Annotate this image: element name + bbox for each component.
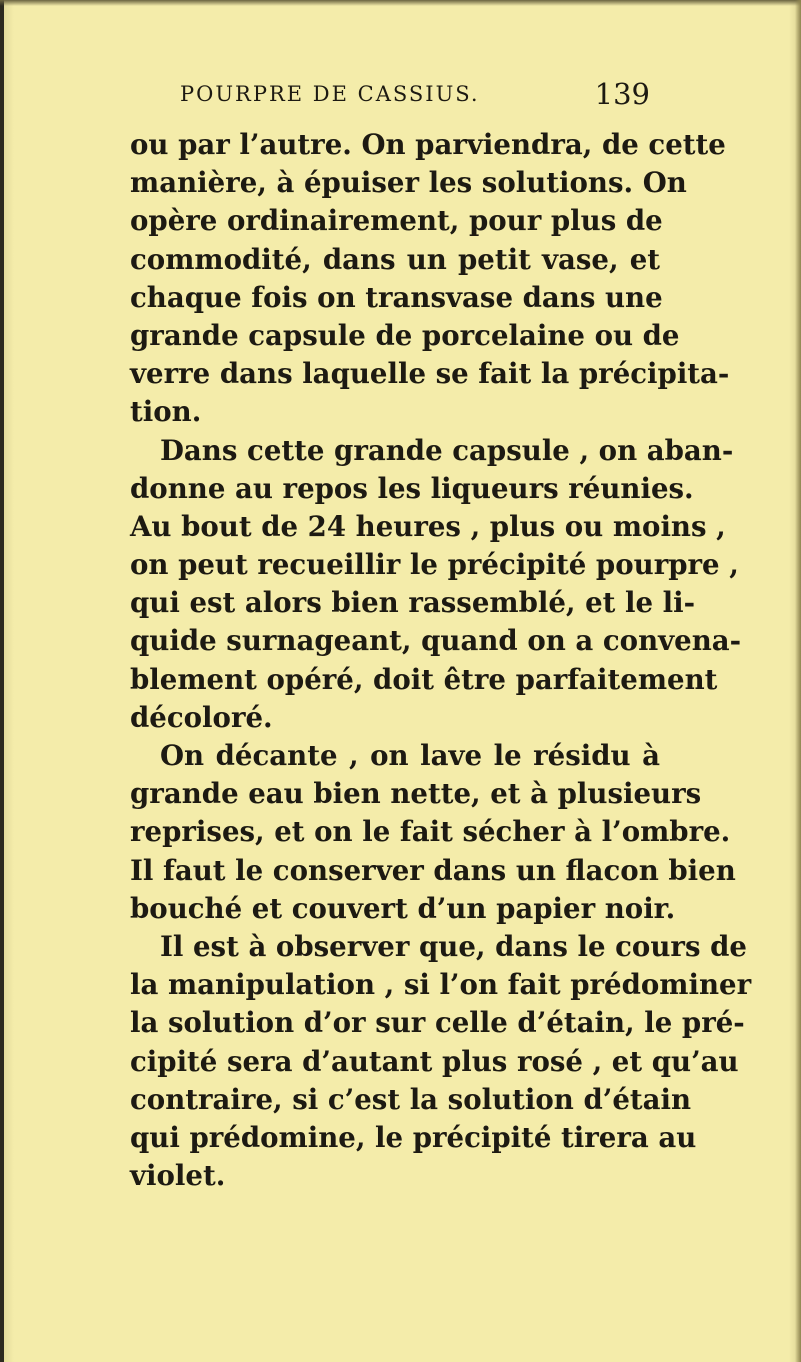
text-line: verre dans laquelle se fait la précipita- <box>130 357 730 391</box>
text-line: violet. <box>130 1159 226 1193</box>
text-line: tion. <box>130 395 202 429</box>
text-line: grande eau bien nette, et à plusieurs <box>130 777 702 811</box>
text-line: chaque fois on transvase dans une <box>130 280 663 314</box>
text-line: qui prédomine, le précipité tirera au <box>130 1120 697 1154</box>
text-line: on peut recueillir le précipité pourpre , <box>130 548 739 582</box>
text-line: commodité, dans un petit vase, et <box>130 242 660 276</box>
text-line: blement opéré, doit être parfaitement <box>130 662 718 696</box>
text-line: manière, à épuiser les solutions. On <box>130 166 687 200</box>
page-right-edge <box>795 0 801 1362</box>
body-text <box>130 126 752 1195</box>
text-line: la manipulation , si l’on fait prédominer <box>130 968 752 1002</box>
text-line: qui est alors bien rassemblé, et le li- <box>130 586 696 620</box>
text-line: cipité sera d’autant plus rosé , et qu’au <box>130 1044 739 1078</box>
binding-edge <box>0 0 4 1362</box>
text-line: contraire, si c’est la solution d’étain <box>130 1082 692 1116</box>
page-number: 139 <box>594 77 650 111</box>
text-line: décoloré. <box>130 700 273 734</box>
running-head <box>180 78 650 112</box>
text-line: Il faut le conserver dans un flacon bien <box>130 853 736 887</box>
text-line: Au bout de 24 heures , plus ou moins , <box>130 509 726 543</box>
running-title: POURPRE DE CASSIUS. <box>180 82 480 106</box>
text-line: grande capsule de porcelaine ou de <box>130 318 680 352</box>
text-line: On décante , on lave le résidu à <box>160 739 660 772</box>
text-line: bouché et couvert d’un papier noir. <box>130 891 676 925</box>
text-line: Il est à observer que, dans le cours de <box>160 929 747 963</box>
text-line: opère ordinairement, pour plus de <box>130 204 663 238</box>
page-top-edge <box>0 0 801 6</box>
text-line: donne au repos les liqueurs réunies. <box>130 471 694 505</box>
text-line: Dans cette grande capsule , on aban- <box>160 433 734 467</box>
text-line: reprises, et on le fait sécher à l’ombre. <box>130 815 731 849</box>
text-line: ou par l’autre. On parviendra, de cette <box>130 128 726 161</box>
text-line: quide surnageant, quand on a convena- <box>130 624 742 658</box>
text-line: la solution d’or sur celle d’étain, le pré- <box>130 1006 745 1040</box>
